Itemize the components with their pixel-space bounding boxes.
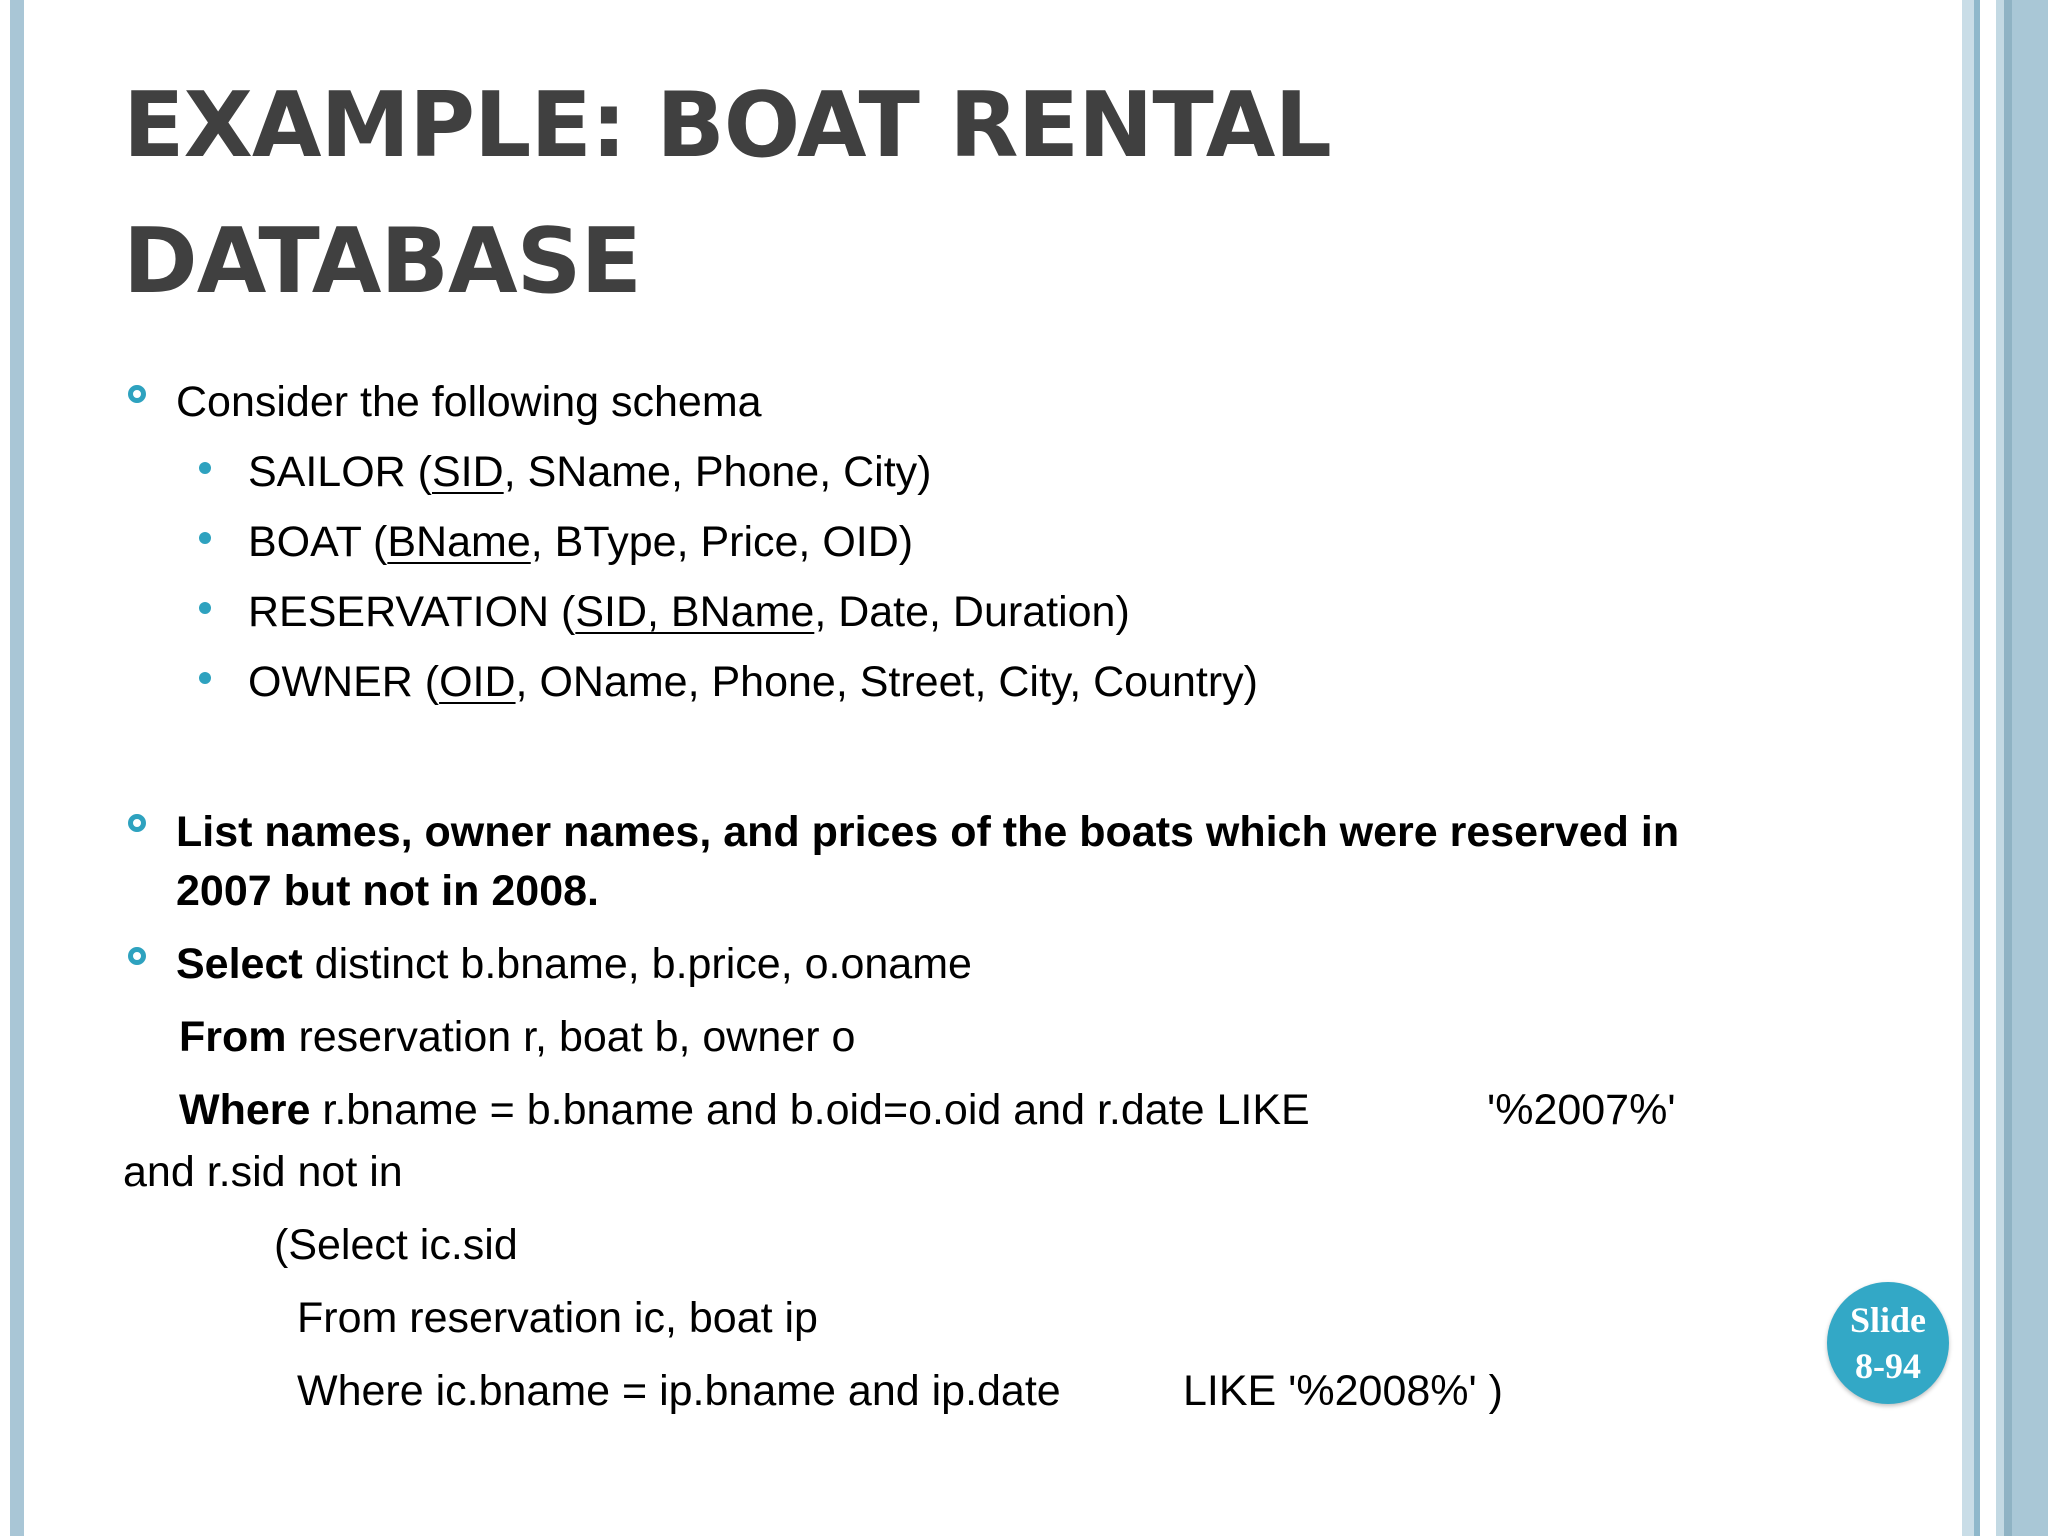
title-line-1: EXAMPLE: BOAT RENTAL [123,73,1331,178]
ring-bullet-icon [128,947,146,965]
sql-where-literal: '%2007%' [1487,1086,1676,1134]
sql-select-line: Select distinct b.bname, b.price, o.oname [176,940,972,988]
badge-number: 8-94 [1855,1346,1921,1386]
schema-item-reservation: RESERVATION (SID, BName, Date, Duration) [248,588,1130,636]
schema-intro: Consider the following schema [176,378,762,426]
ring-bullet-icon [128,814,146,832]
schema-item-boat: BOAT (BName, BType, Price, OID) [248,518,914,566]
sql-subquery-from: From reservation ic, boat ip [297,1294,818,1342]
right-border-decoration [1962,0,2048,1536]
dot-bullet-icon [199,462,211,474]
sql-subquery-select: (Select ic.sid [274,1221,518,1269]
sql-subquery-like: LIKE '%2008%' ) [1183,1367,1503,1415]
schema-item-owner: OWNER (OID, OName, Phone, Street, City, Country) [248,658,1258,706]
title-line-2: DATABASE [123,209,641,314]
sql-subquery-where: Where ic.bname = ip.bname and ip.date [297,1367,1061,1415]
slide-title [123,58,1723,330]
badge-label: Slide [1849,1300,1927,1340]
question-line-2: 2007 but not in 2008. [176,867,599,915]
dot-bullet-icon [199,672,211,684]
question-line-1: List names, owner names, and prices of the boats which were reserved in [176,808,1680,856]
ring-bullet-icon [128,385,146,403]
sql-from-line: From reservation r, boat b, owner o [179,1013,856,1061]
dot-bullet-icon [199,602,211,614]
sql-where-line: Where r.bname = b.bname and b.oid=o.oid and r.date LIKE [179,1086,1310,1134]
dot-bullet-icon [199,532,211,544]
slide-number-badge [1827,1282,1949,1404]
sql-where-continuation: and r.sid not in [123,1148,403,1196]
left-border-stripe [10,0,24,1536]
schema-item-sailor: SAILOR (SID, SName, Phone, City) [248,448,932,496]
